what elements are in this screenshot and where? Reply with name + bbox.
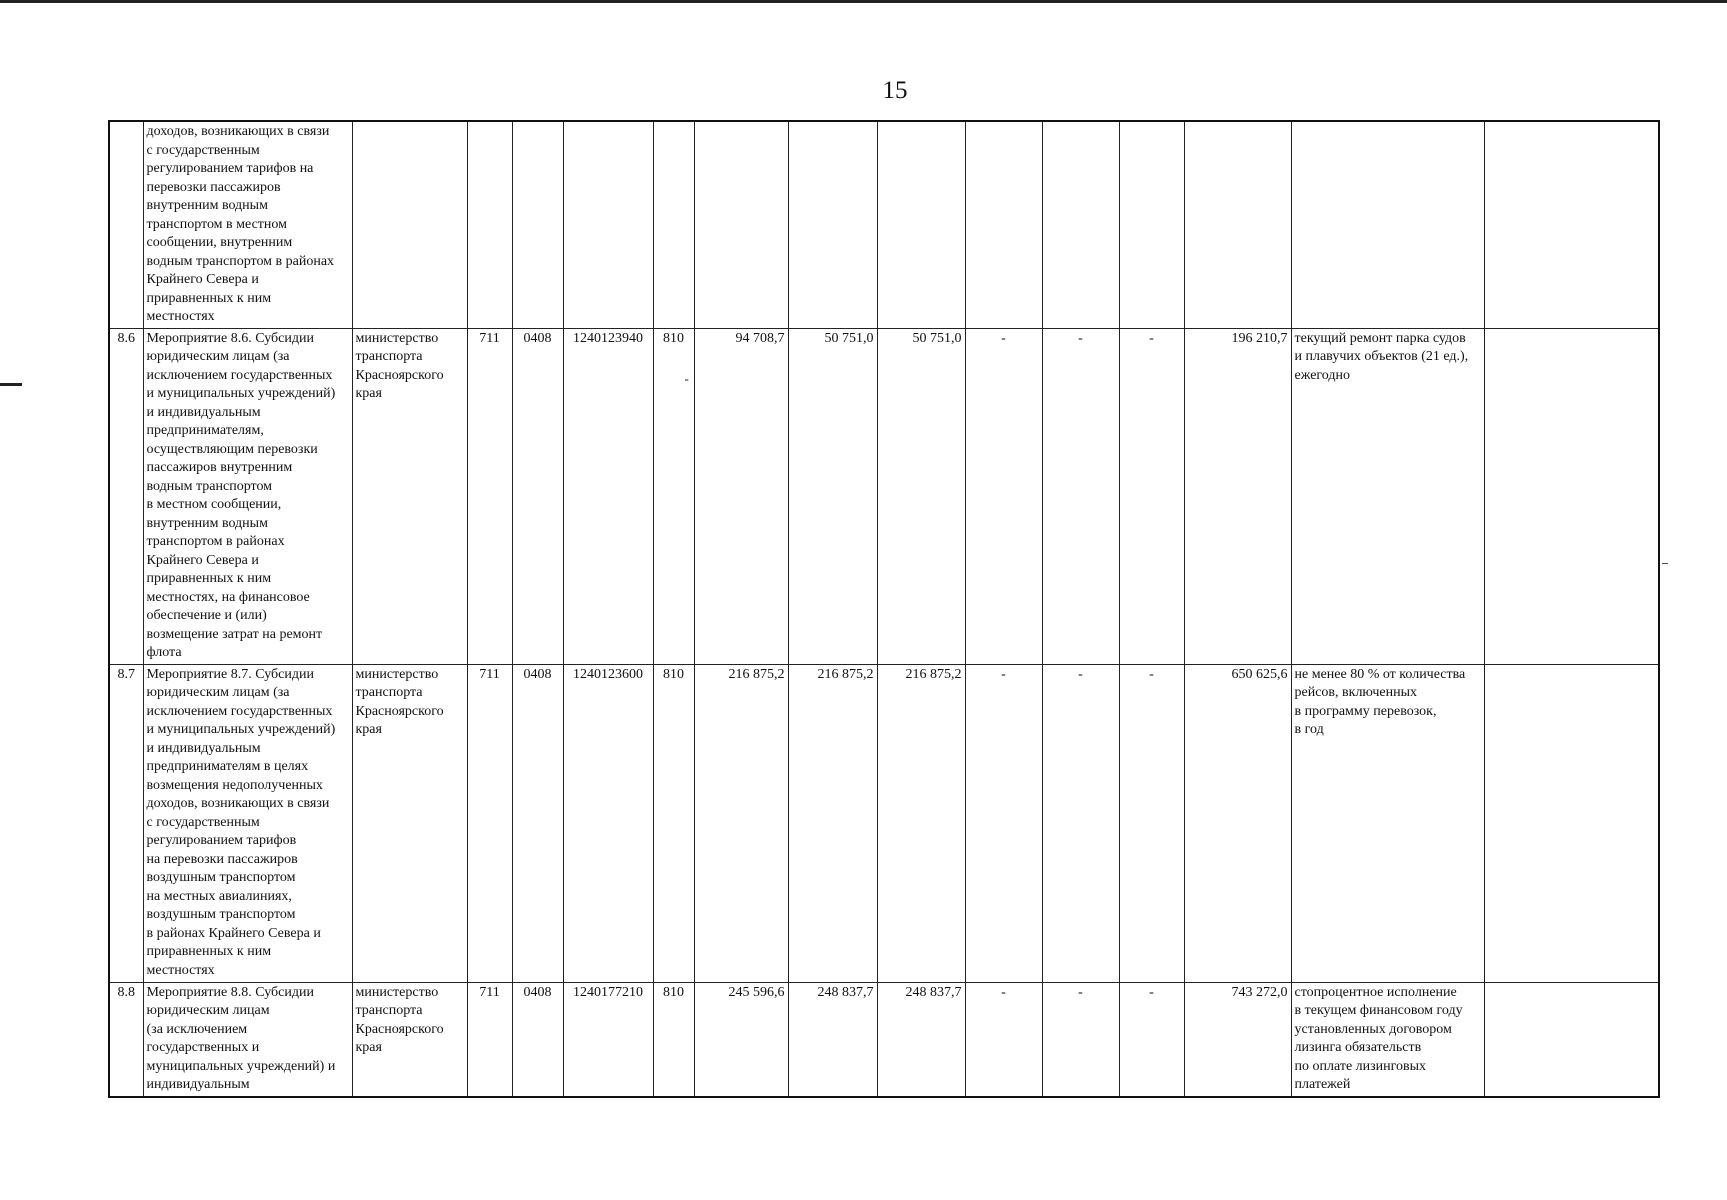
year-2-amount: 50 751,0 (788, 328, 877, 664)
activity-name: Мероприятие 8.7. Субсидии юридическим лицам (за исключением государственных и муниципальных учреждений) и индивидуальным предпринимателям в целях возмещения недополученных доходов, возникающих в связи с государственным регулированием тарифов на перевозки пассажиров воздушным транспортом на местных авиалиниях, воздушным транспортом в районах Крайнего Севера и приравненных к ним местностях (143, 664, 352, 982)
year-1-amount: 216 875,2 (694, 664, 788, 982)
year-4-amount: - (965, 664, 1042, 982)
expected-result: не менее 80 % от количества рейсов, включенных в программу перевозок, в год (1291, 664, 1484, 982)
total-amount: 650 625,6 (1184, 664, 1291, 982)
year-3-amount: 50 751,0 (877, 328, 965, 664)
executor: министерство транспорта Красноярского края (352, 982, 467, 1097)
year-5-amount: - (1042, 328, 1119, 664)
year-6-amount (1119, 121, 1184, 328)
empty-cell (1484, 982, 1659, 1097)
year-1-amount: 94 708,7 (694, 328, 788, 664)
grbs-code: 711 (467, 664, 512, 982)
table-row (109, 328, 1659, 664)
rzpr-code (512, 121, 563, 328)
vr-code: 810 (653, 982, 694, 1097)
empty-cell (1484, 328, 1659, 664)
expected-result (1291, 121, 1484, 328)
table-row (109, 982, 1659, 1097)
program-activities-table (108, 120, 1660, 1098)
row-number: 8.8 (109, 982, 143, 1097)
year-3-amount: 216 875,2 (877, 664, 965, 982)
year-4-amount (965, 121, 1042, 328)
grbs-code: 711 (467, 328, 512, 664)
year-6-amount: - (1119, 982, 1184, 1097)
executor: министерство транспорта Красноярского края (352, 328, 467, 664)
left-margin-mark (0, 383, 22, 386)
activity-name: доходов, возникающих в связи с государственным регулированием тарифов на перевозки пассажиров внутренним водным транспортом в местном сообщении, внутренним водным транспортом в районах Крайнего Севера и приравненных к ним местностях (143, 121, 352, 328)
rzpr-code: 0408 (512, 982, 563, 1097)
csr-code (563, 121, 653, 328)
year-4-amount: - (965, 982, 1042, 1097)
page-top-border (0, 0, 1727, 3)
total-amount: 743 272,0 (1184, 982, 1291, 1097)
year-5-amount: - (1042, 982, 1119, 1097)
total-amount: 196 210,7 (1184, 328, 1291, 664)
year-4-amount: - (965, 328, 1042, 664)
grbs-code: 711 (467, 982, 512, 1097)
vr-code: 810 (653, 664, 694, 982)
csr-code: 1240123940 (563, 328, 653, 664)
year-2-amount: 248 837,7 (788, 982, 877, 1097)
year-3-amount: 248 837,7 (877, 982, 965, 1097)
expected-result: текущий ремонт парка судов и плавучих объектов (21 ед.), ежегодно (1291, 328, 1484, 664)
right-margin-tick (1662, 563, 1668, 564)
expected-result: стопроцентное исполнение в текущем финансовом году установленных договором лизинга обязательств по оплате лизинговых платежей (1291, 982, 1484, 1097)
year-5-amount (1042, 121, 1119, 328)
rzpr-code: 0408 (512, 328, 563, 664)
grbs-code (467, 121, 512, 328)
vr-code: 810 (663, 330, 684, 346)
year-3-amount (877, 121, 965, 328)
year-2-amount (788, 121, 877, 328)
page-number: 15 (882, 77, 908, 104)
row-number: 8.6 (109, 328, 143, 664)
total-amount (1184, 121, 1291, 328)
activity-name: Мероприятие 8.6. Субсидии юридическим лицам (за исключением государственных и муниципальных учреждений) и индивидуальным предпринимателям, осуществляющим перевозки пассажиров внутренним водным транспортом в местном сообщении, внутренним водным транспортом в районах Крайнего Севера и приравненных к ним местностях, на финансовое обеспечение и (или) возмещение затрат на ремонт флота (143, 328, 352, 664)
activity-name: Мероприятие 8.8. Субсидии юридическим лицам (за исключением государственных и муниципальных учреждений) и индивидуальным (143, 982, 352, 1097)
year-1-amount: 245 596,6 (694, 982, 788, 1097)
csr-code: 1240177210 (563, 982, 653, 1097)
year-1-amount (694, 121, 788, 328)
rzpr-code: 0408 (512, 664, 563, 982)
year-6-amount: - (1119, 328, 1184, 664)
vr-cell (653, 328, 694, 664)
csr-code: 1240123600 (563, 664, 653, 982)
row-number (109, 121, 143, 328)
table-row (109, 121, 1659, 328)
year-5-amount: - (1042, 664, 1119, 982)
year-2-amount: 216 875,2 (788, 664, 877, 982)
vr-code (653, 121, 694, 328)
year-6-amount: - (1119, 664, 1184, 982)
executor (352, 121, 467, 328)
vr-mark: - (684, 370, 689, 386)
empty-cell (1484, 664, 1659, 982)
table-row (109, 664, 1659, 982)
row-number: 8.7 (109, 664, 143, 982)
empty-cell (1484, 121, 1659, 328)
executor: министерство транспорта Красноярского края (352, 664, 467, 982)
